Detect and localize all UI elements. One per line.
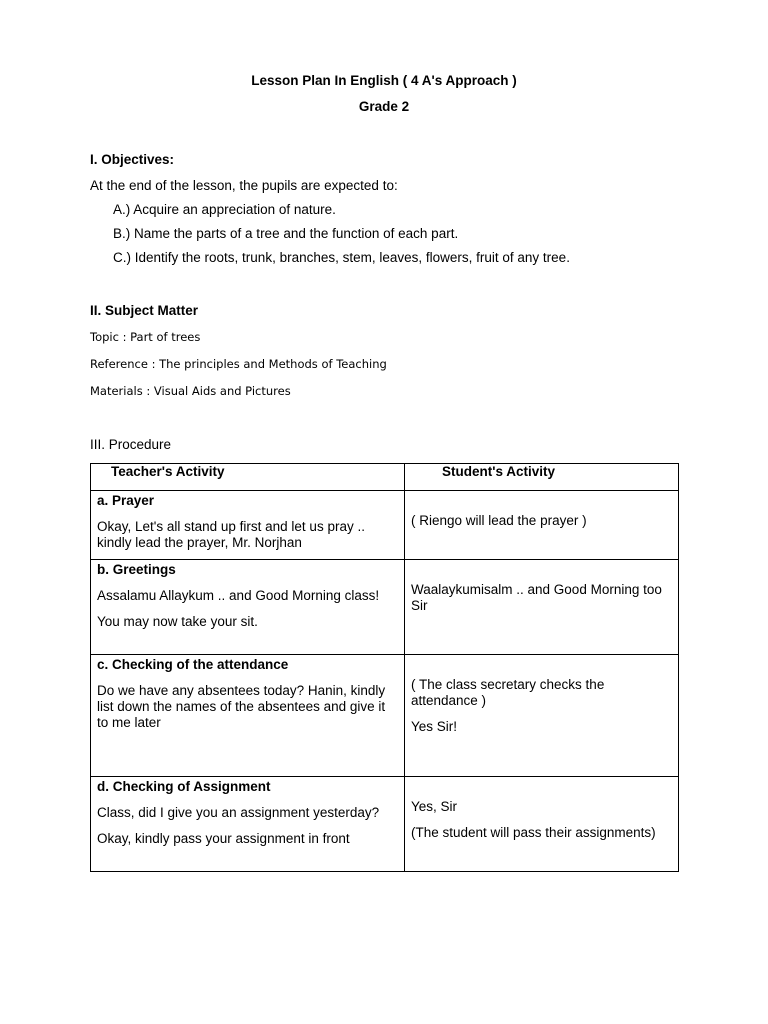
objectives-heading: I. Objectives: (90, 152, 175, 167)
student-cell (405, 560, 679, 655)
table-row (91, 777, 679, 872)
student-cell (405, 655, 679, 777)
topic-line: Topic : Part of trees (90, 330, 201, 344)
procedure-heading: III. Procedure (90, 437, 172, 452)
section-label: a. Prayer (97, 493, 155, 508)
objectives-intro: At the end of the lesson, the pupils are expected to: (90, 178, 398, 193)
teacher-line: Do we have any absentees today? Hanin, kindly list down the names of the absentees and give it to me later (97, 683, 386, 730)
table-row (91, 655, 679, 777)
teacher-line: Okay, kindly pass your assignment in front (97, 831, 350, 846)
student-line: (The student will pass their assignments) (411, 825, 656, 840)
subject-matter-heading: II. Subject Matter (90, 303, 199, 318)
teacher-cell (91, 491, 405, 560)
objective-item-c: C.) Identify the roots, trunk, branches, stem, leaves, flowers, fruit of any tree. (113, 250, 570, 265)
teacher-cell (91, 777, 405, 872)
teacher-line: Okay, Let's all stand up first and let us pray .. kindly lead the prayer, Mr. Norjhan (97, 519, 365, 550)
document-title: Lesson Plan In English ( 4 A's Approach ) (251, 73, 517, 88)
column-header-teacher: Teacher's Activity (91, 464, 405, 491)
teacher-line: You may now take your sit. (97, 614, 258, 629)
student-line: Yes, Sir (411, 799, 458, 814)
teacher-cell (91, 560, 405, 655)
teacher-line: Assalamu Allaykum .. and Good Morning class! (97, 588, 380, 603)
reference-line: Reference : The principles and Methods of Teaching (90, 357, 387, 371)
materials-line: Materials : Visual Aids and Pictures (90, 384, 291, 398)
table-row (91, 560, 679, 655)
teacher-line: Class, did I give you an assignment yesterday? (97, 805, 380, 820)
objective-item-a: A.) Acquire an appreciation of nature. (113, 202, 336, 217)
procedure-table (90, 463, 679, 872)
grade-label: Grade 2 (358, 99, 410, 114)
student-line: Yes Sir! (411, 719, 458, 734)
student-cell (405, 491, 679, 560)
section-label: d. Checking of Assignment (97, 779, 271, 794)
student-line: ( The class secretary checks the attendance ) (411, 677, 605, 708)
table-row (91, 491, 679, 560)
table-header-row (91, 464, 679, 491)
section-label: b. Greetings (97, 562, 176, 577)
section-label: c. Checking of the attendance (97, 657, 289, 672)
student-line: ( Riengo will lead the prayer ) (411, 513, 587, 528)
column-header-student: Student's Activity (405, 464, 679, 491)
student-line: Waalaykumisalm .. and Good Morning too Sir (411, 582, 662, 613)
student-cell (405, 777, 679, 872)
teacher-cell (91, 655, 405, 777)
objective-item-b: B.) Name the parts of a tree and the function of each part. (113, 226, 459, 241)
